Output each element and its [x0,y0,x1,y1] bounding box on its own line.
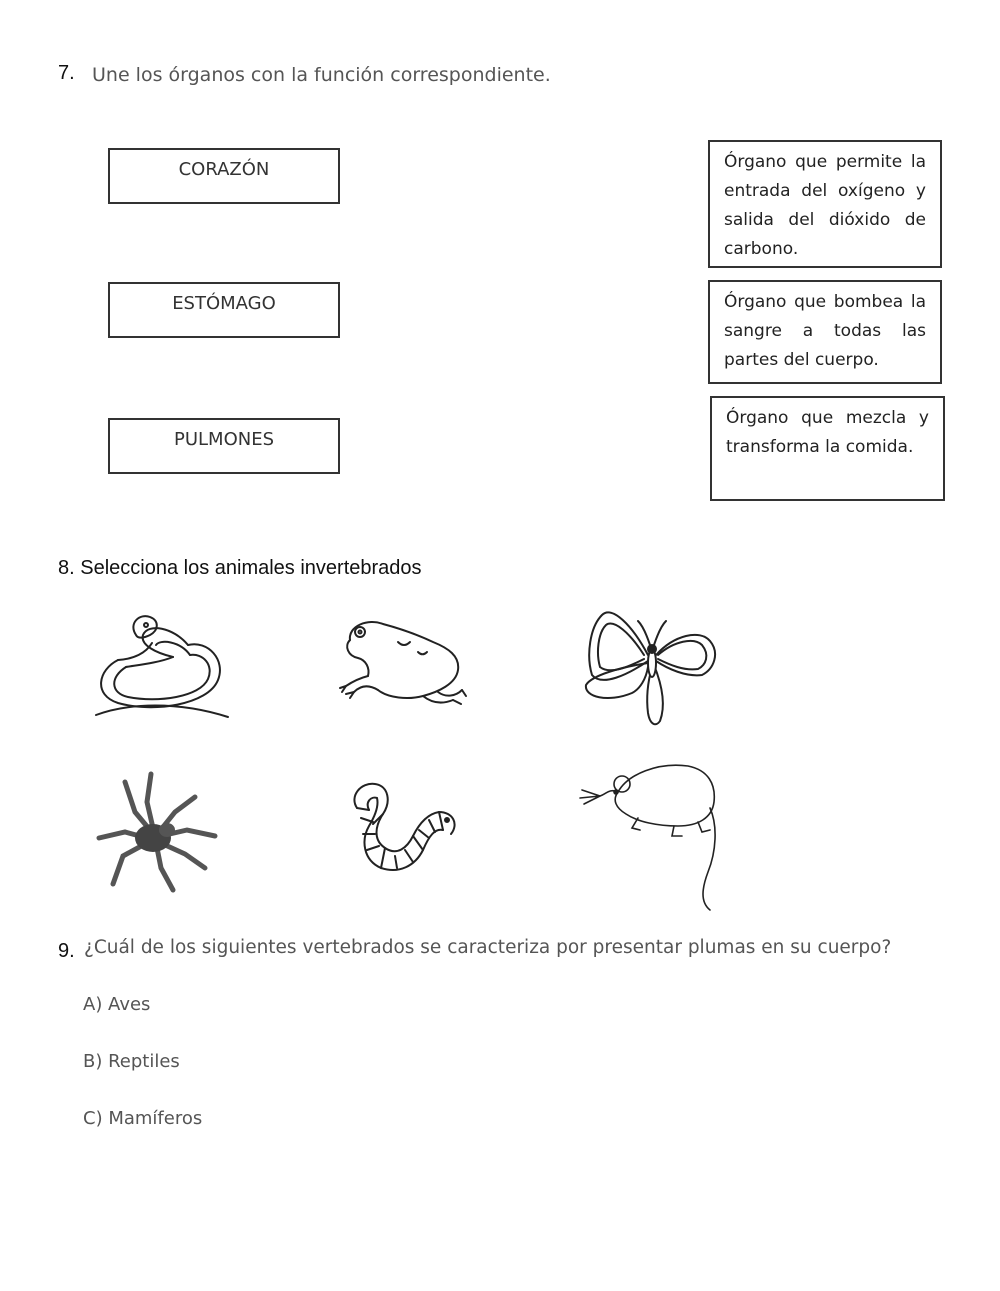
q7-text: Une los órganos con la función correspondiente. [92,64,551,86]
snake-icon[interactable] [88,605,238,720]
organ-box-estomago[interactable]: ESTÓMAGO [108,282,340,338]
option-a[interactable]: A) Aves [83,994,151,1015]
function-box-estomago[interactable]: Órgano que mezcla y transforma la comida. [710,396,945,501]
organ-box-corazon[interactable]: CORAZÓN [108,148,340,204]
butterfly-icon[interactable] [582,605,722,727]
function-box-pulmones[interactable]: Órgano que permite la entrada del oxígeno y salida del dióxido de carbono. [708,140,942,268]
organ-box-pulmones[interactable]: PULMONES [108,418,340,474]
frog-icon[interactable] [338,612,468,712]
worm-icon[interactable] [343,778,463,888]
option-b[interactable]: B) Reptiles [83,1051,180,1072]
function-box-corazon[interactable]: Órgano que bombea la sangre a todas las partes del cuerpo. [708,280,942,384]
q7-number: 7. [58,62,75,84]
q8-text: 8. Selecciona los animales invertebrados [58,557,422,579]
q9-number: 9. [58,940,75,962]
q9-text: ¿Cuál de los siguientes vertebrados se caracteriza por presentar plumas en su cuerpo? [84,937,892,958]
mouse-icon[interactable] [578,752,748,914]
option-c[interactable]: C) Mamíferos [83,1108,203,1129]
spider-icon[interactable] [95,772,220,892]
